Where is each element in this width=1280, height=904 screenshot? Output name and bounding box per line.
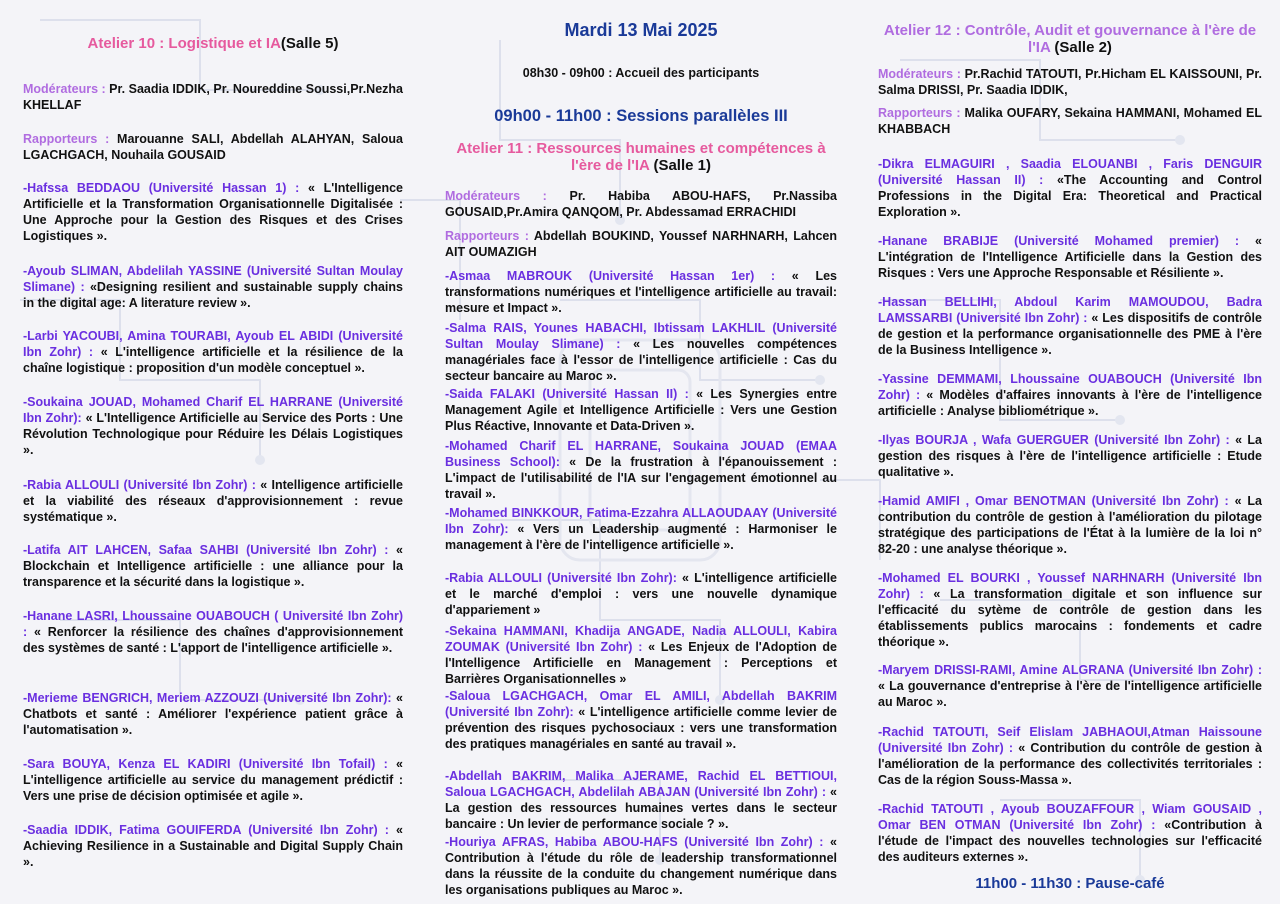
talk-authors: -Asmaa MABROUK (Université Hassan 1er) : [445, 269, 776, 283]
talk-authors: -Merieme BENGRICH, Meriem AZZOUZI (Université Ibn Zohr): [23, 691, 392, 705]
talk-authors: -Mohamed EL BOURKI , Youssef NARHNARH (Université Ibn Zohr) : [878, 571, 1262, 601]
atelier-room: (Salle 2) [1054, 39, 1112, 56]
talk-title: «Designing resilient and sustainable supply chains in the digital age: A literature review ». [23, 280, 403, 310]
talk-item [23, 328, 403, 376]
talk-item [23, 690, 403, 738]
rapporteurs-names: Malika OUFARY, Sekaina HAMMANI, Mohamed EL KHABBACH [878, 106, 1262, 136]
rapporteurs [878, 105, 1262, 137]
atelier-10-title [23, 35, 403, 52]
talk-item [23, 394, 403, 458]
moderators-names: Pr. Habiba ABOU-HAFS, Pr.Nassiba GOUSAID,Pr.Amira QANQOM, Pr. Abdessamad ERRACHIDI [445, 189, 838, 219]
talk-title: « L'intelligence artificielle au service du management prédictif : Vers une prise de décision optimisée et agile ». [23, 757, 403, 803]
moderators [878, 66, 1262, 98]
talk-item [445, 570, 837, 618]
talk-title: « La contribution du contrôle de gestion à l'amélioration du pilotage stratégique des participations de l'État à la lumière de la loi n° 82-20 : une analyse théorique ». [878, 494, 1262, 556]
talk-item [878, 294, 1262, 358]
talk-item [445, 505, 837, 553]
talk-authors: -Rachid TATOUTI , Ayoub BOUZAFFOUR , Wiam GOUSAID , Omar BEN OTMAN (Université Ibn Zohr) : [878, 802, 1262, 832]
atelier-room: (Salle 5) [280, 35, 339, 52]
talk-title: « L'intégration de l'Intelligence Artificielle dans la Gestion des Risques : Vers une Approche Responsable et Résiliente ». [878, 234, 1262, 280]
atelier-room: (Salle 1) [653, 157, 711, 174]
talk-item [878, 493, 1262, 557]
moderators-label: Modérateurs : [878, 67, 961, 81]
talk-title: « L'Intelligence Artificielle au Service des Ports : Une Révolution Technologique pour Réduire les Délais Logistiques ». [23, 411, 403, 457]
talk-title: « Chatbots et santé : Améliorer l'expérience patient grâce à l'automatisation ». [23, 691, 403, 737]
talk-authors: -Hamid AMIFI , Omar BENOTMAN (Université Ibn Zohr) : [878, 494, 1229, 508]
moderators [445, 188, 837, 220]
talk-authors: -Hafssa BEDDAOU (Université Hassan 1) : [23, 181, 300, 195]
rapporteurs [445, 228, 837, 260]
atelier-title-text: Atelier 11 : Ressources humaines et compétences à l'ère de l'IA [456, 140, 826, 174]
moderators-names: Pr.Rachid TATOUTI, Pr.Hicham EL KAISSOUNI, Pr. Salma DRISSI, Pr. Saadia IDDIK, [878, 67, 1262, 97]
talk-authors: -Saloua LGACHGACH, Omar EL AMILI, Abdellah BAKRIM (Université Ibn Zohr): [445, 689, 837, 719]
talk-item [445, 386, 837, 434]
talk-item [878, 724, 1262, 788]
atelier-12-title [878, 22, 1262, 56]
talk-title: « Blockchain et Intelligence artificielle : une alliance pour la transparence et la sécurité dans la logistique ». [23, 543, 403, 589]
talk-title: « Achieving Resilience in a Sustainable and Digital Supply Chain ». [23, 823, 403, 869]
talk-authors: -Larbi YACOUBI, Amina TOURABI, Ayoub EL ABIDI (Université Ibn Zohr) : [23, 329, 403, 359]
talk-authors: -Ayoub SLIMAN, Abdelilah YASSINE (Université Sultan Moulay Slimane) : [23, 264, 403, 294]
talk-item [445, 688, 837, 752]
talk-title: « Renforcer la résilience des chaînes d'approvisionnement des systèmes de santé : L'apport de l'intelligence artificielle ». [23, 625, 403, 655]
talk-item [23, 756, 403, 804]
talk-title: « Contribution à l'étude du rôle de leadership transformationnel dans la réussite de la conduite du changement numérique dans les organisations publiques au Maroc ». [445, 835, 837, 897]
talk-title: « La gouvernance d'entreprise à l'ère de l'intelligence artificielle au Maroc ». [878, 679, 1262, 709]
talk-title: « Les transformations numériques et l'intelligence artificielle au travail: mesure et Impact ». [445, 269, 837, 315]
talk-title: « La gestion des risques à l'ère de l'intelligence artificielle : Etude qualitative ». [878, 433, 1262, 479]
rapporteurs-names: Abdellah BOUKIND, Youssef NARHNARH, Lahcen AIT OUMAZIGH [445, 229, 837, 259]
rapporteurs-label: Rapporteurs : [445, 229, 529, 243]
talk-item [23, 263, 403, 311]
talk-authors: -Rabia ALLOULI (Université Ibn Zohr): [445, 571, 677, 585]
talk-authors: -Rachid TATOUTI, Seif Elislam JABHAOUI,Atman Haissoune (Université Ibn Zohr) : [878, 725, 1262, 755]
talk-title: « La transformation digitale et son influence sur l'efficacité du sytème de contrôle de gestion dans les établissements publics marocains : fondements et cadre théorique ». [878, 587, 1262, 649]
talk-authors: -Saadia IDDIK, Fatima GOUIFERDA (Université Ibn Zohr) : [23, 823, 389, 837]
moderators [23, 81, 403, 113]
talk-authors: -Hassan BELLIHI, Abdoul Karim MAMOUDOU, Badra LAMSSARBI (Université Ibn Zohr) : [878, 295, 1262, 325]
talk-item [878, 156, 1262, 220]
talk-title: « La gestion des ressources humaines vertes dans le secteur bancaire : Un levier de performance sociale ? ». [445, 785, 837, 831]
talk-authors: -Houriya AFRAS, Habiba ABOU-HAFS (Université Ibn Zohr) : [445, 835, 824, 849]
atelier-title-text: Atelier 12 : Contrôle, Audit et gouvernance à l'ère de l'IA [883, 22, 1257, 56]
talk-title: « L'intelligence artificielle comme levier de prévention des risques pychosociaux : vers une transformation des pratiques managériales en santé au travail ». [445, 705, 837, 751]
talk-authors: -Dikra ELMAGUIRI , Saadia ELOUANBI , Faris DENGUIR (Université Hassan II) : [878, 157, 1262, 187]
talk-item [878, 432, 1262, 480]
moderators-label: Modérateurs : [23, 82, 106, 96]
talk-item [445, 320, 837, 384]
talk-item [445, 834, 837, 898]
talk-title: « Contribution du contrôle de gestion à l'amélioration de la performance des collectivités territoriales : Cas de la région Souss-Massa ». [878, 741, 1262, 787]
talk-title: «Contribution à l'étude de l'impact des nouvelles technologies sur l'efficacité des auditeurs externes ». [878, 818, 1262, 864]
talk-item [23, 822, 403, 870]
talk-title: « Modèles d'affaires innovants à l'ère de l'intelligence artificielle : Analyse bibliométrique ». [878, 388, 1262, 418]
talk-title: «The Accounting and Control Professions in the Digital Era: Theoretical and Practical Exploration ». [878, 173, 1263, 219]
talk-item [445, 623, 837, 687]
talk-authors: -Ilyas BOURJA , Wafa GUERGUER (Université Ibn Zohr) : [878, 433, 1230, 447]
talk-title: « De la frustration à l'épanouissement : L'impact de l'utilisabilité de l'IA sur l'engagement émotionnel au travail ». [445, 455, 837, 501]
atelier-title-text: Atelier 10 : Logistique et IA [87, 35, 281, 52]
talk-authors: -Rabia ALLOULI (Université Ibn Zohr) : [23, 478, 256, 492]
talk-item [878, 570, 1262, 650]
talk-title: « Les nouvelles compétences managériales face à l'essor de l'intelligence artificielle : Cas du secteur bancaire au Maroc ». [445, 337, 838, 383]
talk-authors: -Mohamed BINKKOUR, Fatima-Ezzahra ALLAOUDAAY (Université Ibn Zohr): [445, 506, 837, 536]
rapporteurs-label: Rapporteurs : [878, 106, 961, 120]
talk-item [23, 180, 403, 244]
atelier-11-title [445, 140, 837, 174]
rapporteurs-names: Marouanne SALI, Abdellah ALAHYAN, Saloua LGACHGACH, Nouhaila GOUSAID [23, 132, 403, 162]
talk-title: « L'intelligence artificielle et la résilience de la chaîne logistique : proposition d'un modèle conceptuel ». [23, 345, 403, 375]
talk-item [878, 233, 1262, 281]
talk-title: « L'intelligence artificielle et le marché d'emploi : vers une nouvelle dynamique d'appariement » [445, 571, 837, 617]
rapporteurs-label: Rapporteurs : [23, 132, 110, 146]
rapporteurs [23, 131, 403, 163]
coffee-break: 11h00 - 11h30 : Pause-café [975, 875, 1165, 892]
talk-item [23, 608, 403, 656]
talk-authors: -Latifa AIT LAHCEN, Safaa SAHBI (Université Ibn Zohr) : [23, 543, 389, 557]
session-heading: 09h00 - 11h00 : Sessions parallèles III [494, 107, 788, 125]
talk-authors: -Sara BOUYA, Kenza EL KADIRI (Université Ibn Tofail) : [23, 757, 388, 771]
talk-item [878, 371, 1262, 419]
talk-authors: -Salma RAIS, Younes HABACHI, Ibtissam LAKHLIL (Université Sultan Moulay Slimane) : [445, 321, 837, 351]
talk-authors: -Abdellah BAKRIM, Malika AJERAME, Rachid EL BETTIOUI, Saloua LGACHGACH, Abdelilah ABAJAN (Université Ibn Zohr) : [445, 769, 837, 799]
welcome-time: 08h30 - 09h00 : Accueil des participants [522, 66, 760, 80]
talk-item [445, 268, 837, 316]
talk-item [445, 768, 837, 832]
talk-authors: -Yassine DEMMAMI, Lhoussaine OUABOUCH (Université Ibn Zohr) : [878, 372, 1262, 402]
talk-item [445, 438, 837, 502]
talk-authors: -Hanane LASRI, Lhoussaine OUABOUCH ( Université Ibn Zohr) : [23, 609, 403, 639]
day-heading: Mardi 13 Mai 2025 [564, 20, 718, 40]
talk-title: « Vers un Leadership augmenté : Harmoniser le management à l'ère de l'intelligence artificielle ». [445, 522, 837, 552]
talk-authors: -Hanane BRABIJE (Université Mohamed premier) : [878, 234, 1240, 248]
talk-item [878, 801, 1262, 865]
talk-title: « L'Intelligence Artificielle et la Transformation Organisationnelle Digitalisée : Une Approche pour la Gestion des Risques et des Crises Logistiques ». [23, 181, 403, 243]
talk-title: « Les Synergies entre Management Agile et Intelligence Artificielle : Vers une Gestion Plus Réactive, Innovante et Data-Driven ». [445, 387, 837, 433]
talk-item [23, 542, 403, 590]
talk-item [23, 477, 403, 525]
talk-title: « Les dispositifs de contrôle de gestion et la performance organisationnelle des PME à l'ère de la Business Intelligence ». [878, 311, 1262, 357]
moderators-names: Pr. Saadia IDDIK, Pr. Noureddine Soussi,Pr.Nezha KHELLAF [23, 82, 403, 112]
moderators-label: Modérateurs : [445, 189, 547, 203]
talk-authors: -Sekaina HAMMANI, Khadija ANGADE, Nadia ALLOULI, Kabira ZOUMAK (Université Ibn Zohr) : [445, 624, 837, 654]
talk-item [878, 662, 1262, 710]
talk-title: « Les Enjeux de l'Adoption de l'Intelligence Artificielle en Management : Perceptions et Barrières Organisationnelles » [445, 640, 837, 686]
talk-authors: -Soukaina JOUAD, Mohamed Charif EL HARRANE (Université Ibn Zohr): [23, 395, 403, 425]
talk-authors: -Maryem DRISSI-RAMI, Amine ALGRANA (Université Ibn Zohr) : [878, 663, 1262, 677]
talk-authors: -Saida FALAKI (Université Hassan II) : [445, 387, 689, 401]
talk-title: « Intelligence artificielle et la viabilité des réseaux d'approvisionnement : revue systématique ». [23, 478, 403, 524]
talk-authors: -Mohamed Charif EL HARRANE, Soukaina JOUAD (EMAA Business School): [445, 439, 837, 469]
